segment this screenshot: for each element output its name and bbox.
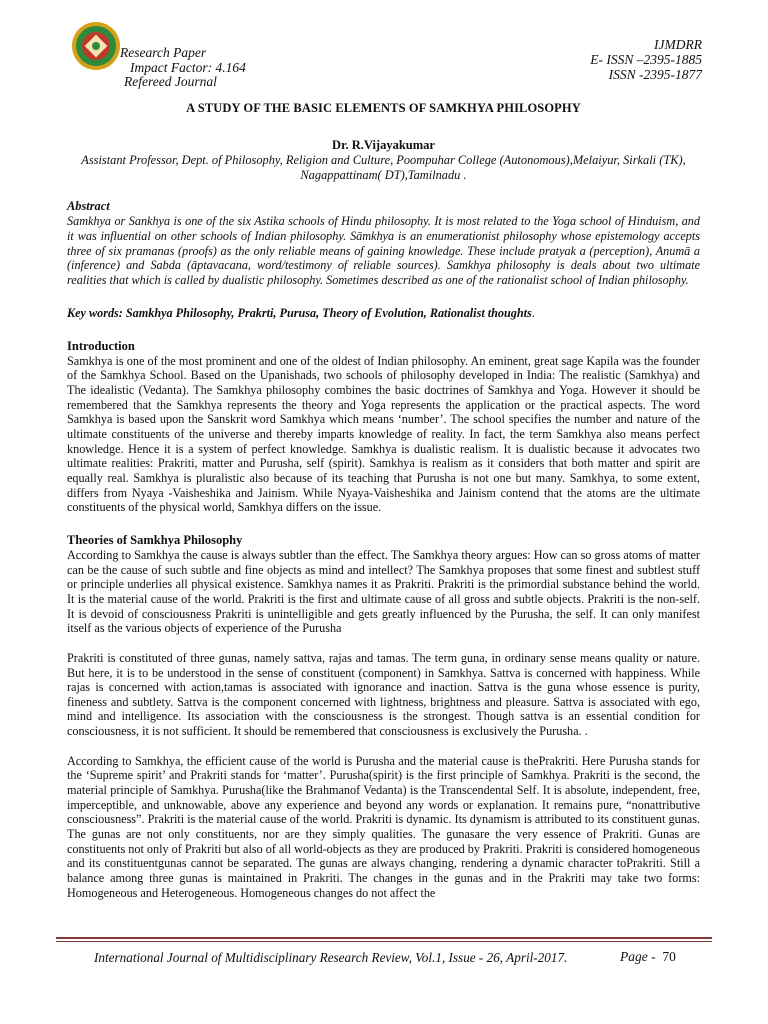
page-number <box>620 949 676 965</box>
keywords-end: . <box>531 305 535 320</box>
introduction-paragraph: Samkhya is one of the most prominent and one of the oldest of Indian philosophy. An eminent, great sage Kapila was the founder of the Samkhya School. Based on the Upanishads, two schools of philosophy developed in India: The realistic (Samkhya) and The idealistic (Vedanta). The Samkhya philosophy combines the basic doctrines of Samkhya and Yoga. However it should be remembered that the Samkhya represents the theory and Yoga represents the application or the practical aspects. The word Samkhya is based upon the Sanskrit word Samkhya which means ‘number’. The school specifies the number and nature of the ultimate constituents of the universe and thereby imparts knowledge of reality. In fact, the term Samkhya also means perfect knowledge. Hence it is a system of perfect knowledge. Samkhya is dualistic realism. It is dualistic because it advocates two ultimate realities: Prakriti, matter and Purusha, self (spirit). Samkhya is realism as it considers that both matter and spirit are equally real. Samkhya is pluralistic also because of its teaching that Purusha is not one but many. Samkhya, to some extent, differs from Nyaya -Vaisheshika and Jainism. While Nyaya-Vaisheshika and Jainism contend that the atoms are the ultimate constituents of the physical world, Samkhya differs on the issue. <box>67 353 700 515</box>
e-issn: E- ISSN –2395-1885 <box>590 52 702 67</box>
theories-paragraph-3: According to Samkhya, the efficient cause of the world is Purusha and the material cause is thePrakriti. Here Purusha stands for the ‘Supreme spirit’ and Prakriti stands for ‘matter’. Purusha(spirit) is the first principle of Samkhya. Prakriti is the second, the material principle of Samkhya. Purusha(like the Brahmanof Vedanta) is the Transcendental Self. It is absolute, independent, free, imperceptible, and unknowable, above any experience and beyond any words or explanation. It remains pure, “nonattributive consciousness”. Prakriti is the material cause of the world. Prakriti is dynamic. Its dynamism is attributed to its constituent gunas. The gunas are not only constituents, nor are they simply qualities. The gunasare the very essence of Prakriti. Gunas are constituents not only of Prakriti but also of all world-objects as they are produced by Prakriti. Prakriti is considered homogeneous and its constituentgunas cannot be separated. The gunas are always changing, rendering a dynamic character toPrakriti. Still a balance among three gunas is maintained in Prakriti. The changes in the gunas and in the Prakriti may take two forms: Homogeneous and Heterogeneous. Homogeneous changes do not affect the <box>67 753 700 900</box>
theories-paragraph-2: Prakriti is constituted of three gunas, namely sattva, rajas and tamas. The term guna, in ordinary sense means quality or nature. But here, it is to be understood in the sense of constituent (component) in Samkhya. Sattva is concerned with happiness. While rajas is concerned with action,tamas is associated with ignorance and inaction. Sattva is the guna whose essence is purity, fineness and subtlety. Sattva is the component concerned with lightness, brightness and pleasure. Sattva is associated with ego, mind and intelligence. Its association with the consciousness is the strongest. Though sattva is an essential condition for consciousness, it is not sufficient. It should be remembered that consciousness is exclusively the Purusha. . <box>67 650 700 739</box>
journal-meta-left <box>118 46 246 90</box>
issn: ISSN -2395-1877 <box>608 67 702 82</box>
journal-abbrev: IJMDRR <box>654 37 702 52</box>
author-name: Dr. R.Vijayakumar <box>332 138 435 152</box>
journal-logo-icon <box>70 20 122 72</box>
introduction-heading: Introduction <box>67 338 135 353</box>
impact-factor: Impact Factor: 4.164 <box>130 59 246 75</box>
page-number-value: 70 <box>662 949 676 964</box>
article-title: A STUDY OF THE BASIC ELEMENTS OF SAMKHYA PHILOSOPHY <box>186 101 581 115</box>
journal-meta-right <box>590 37 702 82</box>
refereed-label: Refereed Journal <box>124 74 217 89</box>
footer-journal-citation: International Journal of Multidisciplinary Research Review, Vol.1, Issue - 26, April-2017. <box>94 950 568 965</box>
theories-heading: Theories of Samkhya Philosophy <box>67 532 243 547</box>
keywords-text: : Samkhya Philosophy, Prakrti, Purusa, Theory of Evolution, Rationalist thoughts <box>118 305 532 320</box>
keywords <box>67 306 700 321</box>
abstract-heading: Abstract <box>67 199 110 214</box>
footer-divider <box>56 937 712 942</box>
theories-paragraph-1: According to Samkhya the cause is always subtler than the effect. The Samkhya theory argues: How can so gross atoms of matter can be the cause of such subtle and fine objects as mind and intellect? The Samkhya proposes that some finest and subtlest stuff or principle underlies all physical existence. Samkhya names it as Prakriti. Prakriti is the primordial substance behind the world. It is the material cause of the world. Prakriti is the first and ultimate cause of all gross and subtle objects. Prakriti is the non-self. It is devoid of consciousness Prakriti is unintelligible and gets greatly influenced by the Purusha, the self. It can only manifest itself as the various objects of experience of the Purusha <box>67 547 700 636</box>
article-body <box>67 101 700 900</box>
paper-type: Research Paper <box>120 45 207 60</box>
keywords-label: Key words <box>67 305 119 320</box>
page-label: Page - <box>620 949 656 964</box>
abstract-text: Samkhya or Sankhya is one of the six Astika schools of Hindu philosophy. It is most related to the Yoga school of Hinduism, and it was influential on other schools of Indian philosophy. Sāmkhya is an enumerationist philosophy whose epistemology accepts three of six pramanas (proofs) as the only reliable means of gaining knowledge. These include pratyak a (perception), Anumā a (inference) and Sabda (āptavacana, word/testimony of reliable sources). Samkhya philosophy is deals about two ultimate realities that which is called by dualistic philosophy. Sometimes described as one of the rationalist school of Indian philosophy. <box>67 214 700 287</box>
author-affiliation: Assistant Professor, Dept. of Philosophy, Religion and Culture, Poompuhar College (Autonomous),Melaiyur, Sirkali (TK), Nagappattinam( DT),Tamilnadu . <box>81 153 686 182</box>
